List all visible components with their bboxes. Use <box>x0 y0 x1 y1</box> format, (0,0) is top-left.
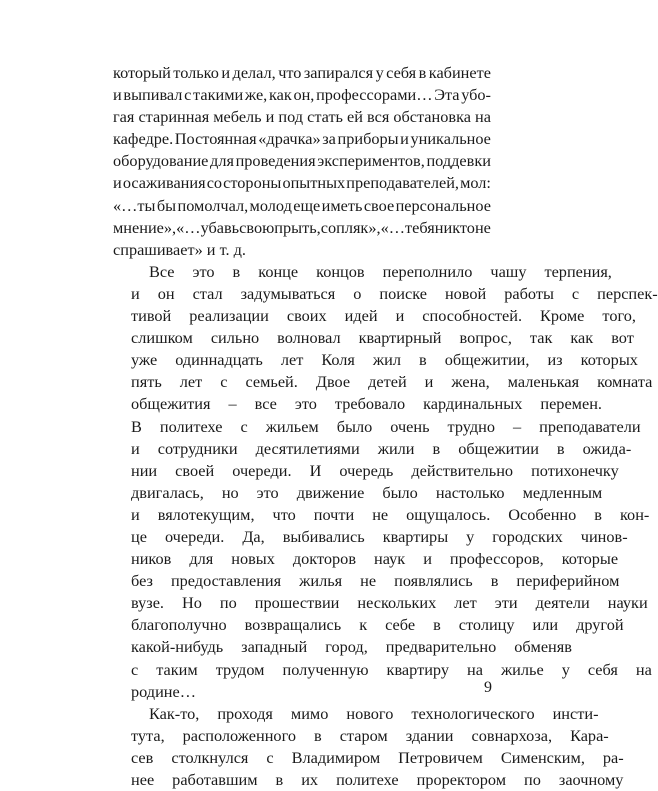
text-line: кафедре. Постоянная «драчка» за приборы и уникальное <box>113 129 491 149</box>
text-line: «…ты бы помолчал, молод еще иметь свое персональное <box>113 195 491 215</box>
text-line: слишком сильно волновал квартирный вопрос, так как вот <box>131 328 634 348</box>
text-line: мнение», «…убавь свою прыть, сопляк», «…тебя никто не <box>113 217 491 237</box>
text-line: нее работавшим в их политехе проректором по заочному <box>131 770 624 789</box>
text-line: уже одиннадцать лет Коля жил в общежитии, из которых <box>131 350 638 370</box>
text-line: и он стал задумываться о поиске новой работы с перспек- <box>131 283 658 303</box>
text-line: и осаживания со стороны опытных преподавателей, мол: <box>113 173 491 193</box>
text-line: без предоставления жилья не появлялись в периферийном <box>131 571 620 591</box>
text-line: общежития – все это требовало кардинальных перемен. <box>131 394 602 414</box>
text-line: родине… <box>131 681 197 701</box>
text-line: и вялотекущим, что почти не ощущалось. Особенно в кон- <box>131 504 650 524</box>
text-line: Как-то, проходя мимо нового технологического инсти- <box>149 703 599 723</box>
text-line: нии своей очереди. И очередь действительно потихонечку <box>131 460 619 480</box>
text-line: с таким трудом полученную квартиру на жилье у себя на <box>131 659 652 679</box>
text-line: В политехе с жильем было очень трудно – преподаватели <box>131 416 641 436</box>
text-line: двигалась, но это движение было настолько медленным <box>131 482 603 502</box>
text-line: ников для новых докторов наук и профессоров, которые <box>131 549 619 569</box>
text-line: це очереди. Да, выбивались квартиры у городских чинов- <box>131 526 628 546</box>
text-line: благополучно возвращались к себе в столицу или другой <box>131 615 624 635</box>
text-line: вузе. Но по прошествии нескольких лет эти деятели науки <box>131 593 648 613</box>
text-line: тивой реализации своих идей и способностей. Кроме того, <box>131 306 636 326</box>
text-line: гая старинная мебель и под стать ей вся обстановка на <box>113 107 491 127</box>
paragraph <box>113 261 658 703</box>
paragraph <box>113 62 491 261</box>
text-line: тута, расположенного в старом здании совнархоза, Кара- <box>131 725 609 745</box>
text-line: и сотрудники десятилетиями жили в общежитии в ожида- <box>131 438 632 458</box>
text-line: какой-нибудь западный город, предварительно обменяв <box>131 637 572 657</box>
text-line: сев столкнулся с Владимиром Петровичем Сименским, ра- <box>131 747 624 767</box>
text-line: и выпивал с такими же, как он, профессорами… Эта убо- <box>113 85 491 105</box>
text-line: который только и делал, что запирался у себя в кабинете <box>113 63 491 82</box>
text-line: спрашивает» и т. д. <box>113 239 246 259</box>
body-text <box>113 62 658 791</box>
page-number: 9 <box>484 679 492 696</box>
text-line: оборудование для проведения экспериментов, поддевки <box>113 151 491 171</box>
text-line: пять лет с семьей. Двое детей и жена, маленькая комната <box>131 372 653 392</box>
paragraph <box>113 703 624 791</box>
text-line: Все это в конце концов переполнило чашу терпения, <box>149 261 612 281</box>
